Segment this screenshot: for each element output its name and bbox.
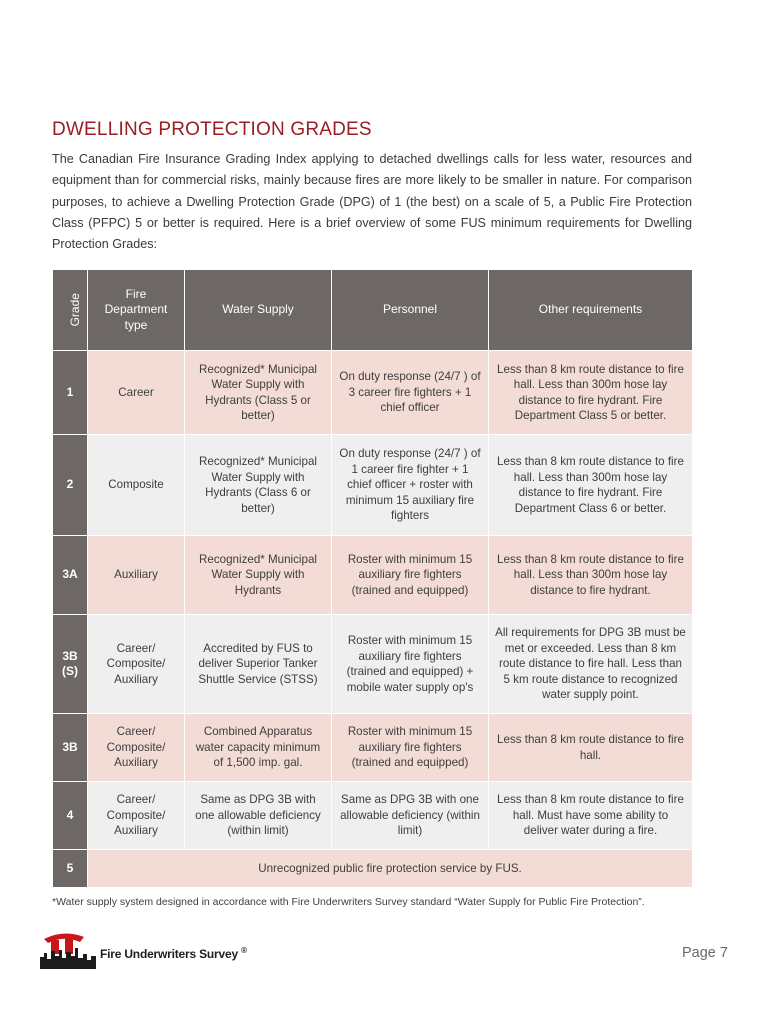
dept-cell: Career/ Composite/ Auxiliary [88, 782, 185, 850]
personnel-cell: On duty response (24/7 ) of 3 career fire fighters + 1 chief officer [332, 351, 489, 435]
water-cell: Recognized* Municipal Water Supply with Hydrants (Class 5 or better) [185, 351, 332, 435]
intro-paragraph: The Canadian Fire Insurance Grading Index applying to detached dwellings calls for less water, resources and equipment than for commercial risks, mainly because fires are more likely to be smaller in nature. For comparison purposes, to achieve a Dwelling Protection Grade (DPG) of 1 (the best) on a scale of 5, a Public Fire Protection Class (PFPC) 5 or better is required. Here is a brief overview of some FUS minimum requirements for Dwelling Protection Grades: [52, 152, 692, 252]
table-row [53, 536, 693, 615]
dwelling-protection-grades-table [52, 269, 693, 888]
other-cell: Less than 8 km route distance to fire hall. [489, 714, 693, 782]
other-cell: All requirements for DPG 3B must be met or exceeded. Less than 8 km route distance to fire hall. Less than 5 km route distance to recognized water supply point. [489, 615, 693, 714]
table-row [53, 714, 693, 782]
water-cell: Recognized* Municipal Water Supply with Hydrants [185, 536, 332, 615]
personnel-cell: Same as DPG 3B with one allowable deficiency (within limit) [332, 782, 489, 850]
water-cell: Recognized* Municipal Water Supply with Hydrants (Class 6 or better) [185, 435, 332, 536]
table-row [53, 435, 693, 536]
header-grade: Grade [53, 270, 88, 351]
logo-text: Fire Underwriters Survey ® [100, 946, 247, 961]
dept-cell: Career/ Composite/ Auxiliary [88, 714, 185, 782]
personnel-cell: On duty response (24/7 ) of 1 career fire fighter + 1 chief officer + roster with minimum 15 auxiliary fire fighters [332, 435, 489, 536]
header-water-supply: Water Supply [185, 270, 332, 351]
table-row [53, 615, 693, 714]
header-other-requirements: Other requirements [489, 270, 693, 351]
personnel-cell: Roster with minimum 15 auxiliary fire fighters (trained and equipped) [332, 536, 489, 615]
dept-cell: Composite [88, 435, 185, 536]
personnel-cell: Roster with minimum 15 auxiliary fire fighters (trained and equipped) [332, 714, 489, 782]
dept-cell: Auxiliary [88, 536, 185, 615]
header-fire-department-type: Fire Department type [88, 270, 185, 351]
grade-cell: 3B (S) [53, 615, 88, 714]
dept-cell: Career [88, 351, 185, 435]
water-cell: Combined Apparatus water capacity minimum of 1,500 imp. gal. [185, 714, 332, 782]
water-cell: Same as DPG 3B with one allowable deficiency (within limit) [185, 782, 332, 850]
personnel-cell: Roster with minimum 15 auxiliary fire fighters (trained and equipped) + mobile water supply op's [332, 615, 489, 714]
footnote: *Water supply system designed in accordance with Fire Underwriters Survey standard “Water Supply for Public Fire Protection”. [52, 896, 645, 908]
other-cell: Less than 8 km route distance to fire hall. Less than 300m hose lay distance to fire hydrant. Fire Department Class 6 or better. [489, 435, 693, 536]
table-header-row [53, 270, 693, 351]
table-row [53, 351, 693, 435]
grade-cell: 1 [53, 351, 88, 435]
grade-cell: 3A [53, 536, 88, 615]
section-heading: DWELLING PROTECTION GRADES [52, 119, 372, 140]
other-cell: Less than 8 km route distance to fire hall. Less than 300m hose lay distance to fire hydrant. [489, 536, 693, 615]
grade-cell: 3B [53, 714, 88, 782]
page-number: Page 7 [682, 945, 728, 961]
header-personnel: Personnel [332, 270, 489, 351]
water-cell: Accredited by FUS to deliver Superior Tanker Shuttle Service (STSS) [185, 615, 332, 714]
other-cell: Less than 8 km route distance to fire hall. Must have some ability to deliver water during a fire. [489, 782, 693, 850]
grade-cell: 4 [53, 782, 88, 850]
other-cell: Less than 8 km route distance to fire hall. Less than 300m hose lay distance to fire hydrant. Fire Department Class 5 or better. [489, 351, 693, 435]
grade-5-description: Unrecognized public fire protection service by FUS. [88, 850, 693, 888]
table-row [53, 850, 693, 888]
dept-cell: Career/ Composite/ Auxiliary [88, 615, 185, 714]
table-row [53, 782, 693, 850]
grade-cell: 5 [53, 850, 88, 888]
fire-underwriters-survey-logo [38, 925, 98, 969]
grade-cell: 2 [53, 435, 88, 536]
